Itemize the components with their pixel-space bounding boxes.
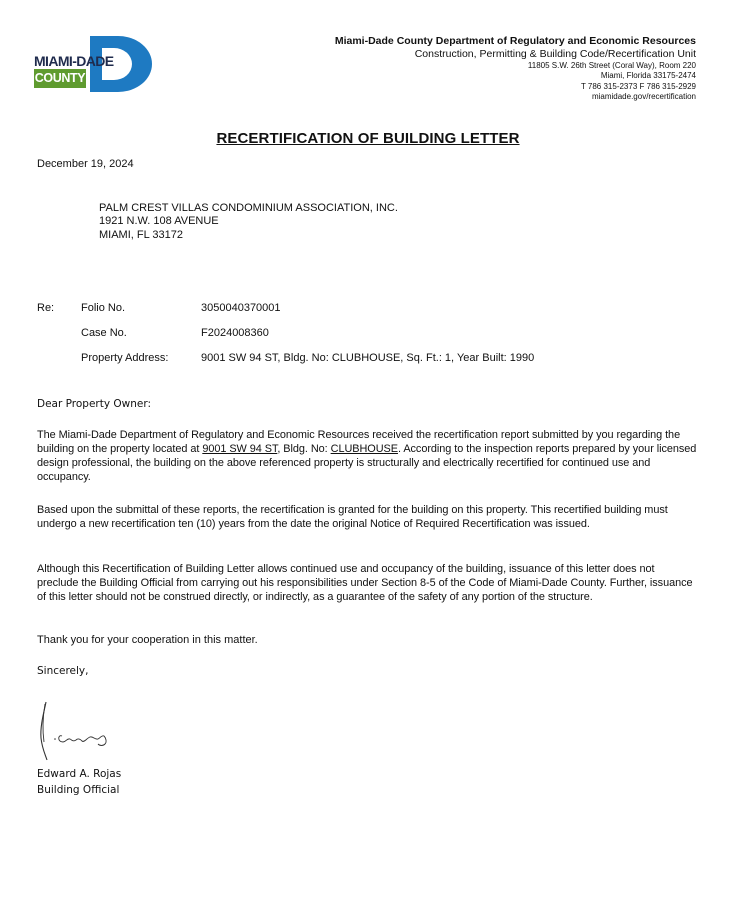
website: miamidade.gov/recertification [591,92,696,102]
city-state-zip: Miami, Florida 33175-2474 [600,71,696,81]
letter-date: December 19, 2024 [37,158,134,170]
thanks-line: Thank you for your cooperation in this matter. [37,634,258,646]
salutation: Dear Property Owner: [37,398,152,410]
p1-property-address: 9001 SW 94 ST [202,443,278,455]
paragraph-1 [37,428,697,484]
unit-name: Construction, Permitting & Building Code/Recertification Unit [414,48,696,60]
p1-text-mid: , Bldg. No: [277,443,331,455]
logo-text-bottom: COUNTY [34,69,86,88]
miami-dade-county-logo [34,36,154,92]
paragraph-3: Although this Recertification of Building Letter allows continued use and occupancy of the building, issuance of this letter does not preclude the Building Official from carrying out his responsibilities under Section 8-5 of the Code of Miami-Dade County. Further, issuance of this letter should not be construed directly, or indirectly, as a guarantee of the safety of any portion of the structure. [37,563,693,603]
signer-name: Edward A. Rojas [37,768,122,780]
recipient-address [99,202,398,242]
folio-value: 3050040370001 [201,302,281,314]
property-address-label: Property Address: [81,352,169,364]
phone-fax: T 786 315-2373 F 786 315-2929 [580,81,696,91]
folio-label: Folio No. [81,302,126,314]
signature-icon [32,698,122,762]
signature-image [32,698,122,767]
p1-text-after: . According to the inspection reports prepared by your licensed design professional, the building on the above referenced property is structurally and electrically recertified for continued use and occupancy. [37,443,697,483]
recipient-city: MIAMI, FL 33172 [99,228,183,241]
letter-title: RECERTIFICATION OF BUILDING LETTER [216,130,520,147]
p1-building-name: CLUBHOUSE [330,443,398,455]
case-value: F2024008360 [201,327,269,339]
department-address-block [335,35,696,103]
paragraph-2: Based upon the submittal of these reports, the recertification is granted for the building on this property. This recertified building must undergo a new recertification ten (10) years from the date the original Notice of Required Recertification was issued. [37,504,668,530]
street-address: 11805 S.W. 26th Street (Coral Way), Room 220 [527,61,696,70]
p1-text-before: The Miami-Dade Department of Regulatory and Economic Resources received the recertification report submitted by you regarding the building on the property located at [37,429,681,455]
recipient-street: 1921 N.W. 108 AVENUE [99,215,219,228]
recipient-name: PALM CREST VILLAS CONDOMINIUM ASSOCIATION, INC. [99,202,398,214]
case-label: Case No. [81,327,127,339]
re-label: Re: [37,302,55,314]
department-name: Miami-Dade County Department of Regulatory and Economic Resources [334,35,696,47]
closing: Sincerely, [37,665,89,677]
logo-text-top: MIAMI-DADE [34,53,114,69]
signer-title: Building Official [37,784,120,796]
property-address-value: 9001 SW 94 ST, Bldg. No: CLUBHOUSE, Sq. Ft.: 1, Year Built: 1990 [201,352,535,364]
